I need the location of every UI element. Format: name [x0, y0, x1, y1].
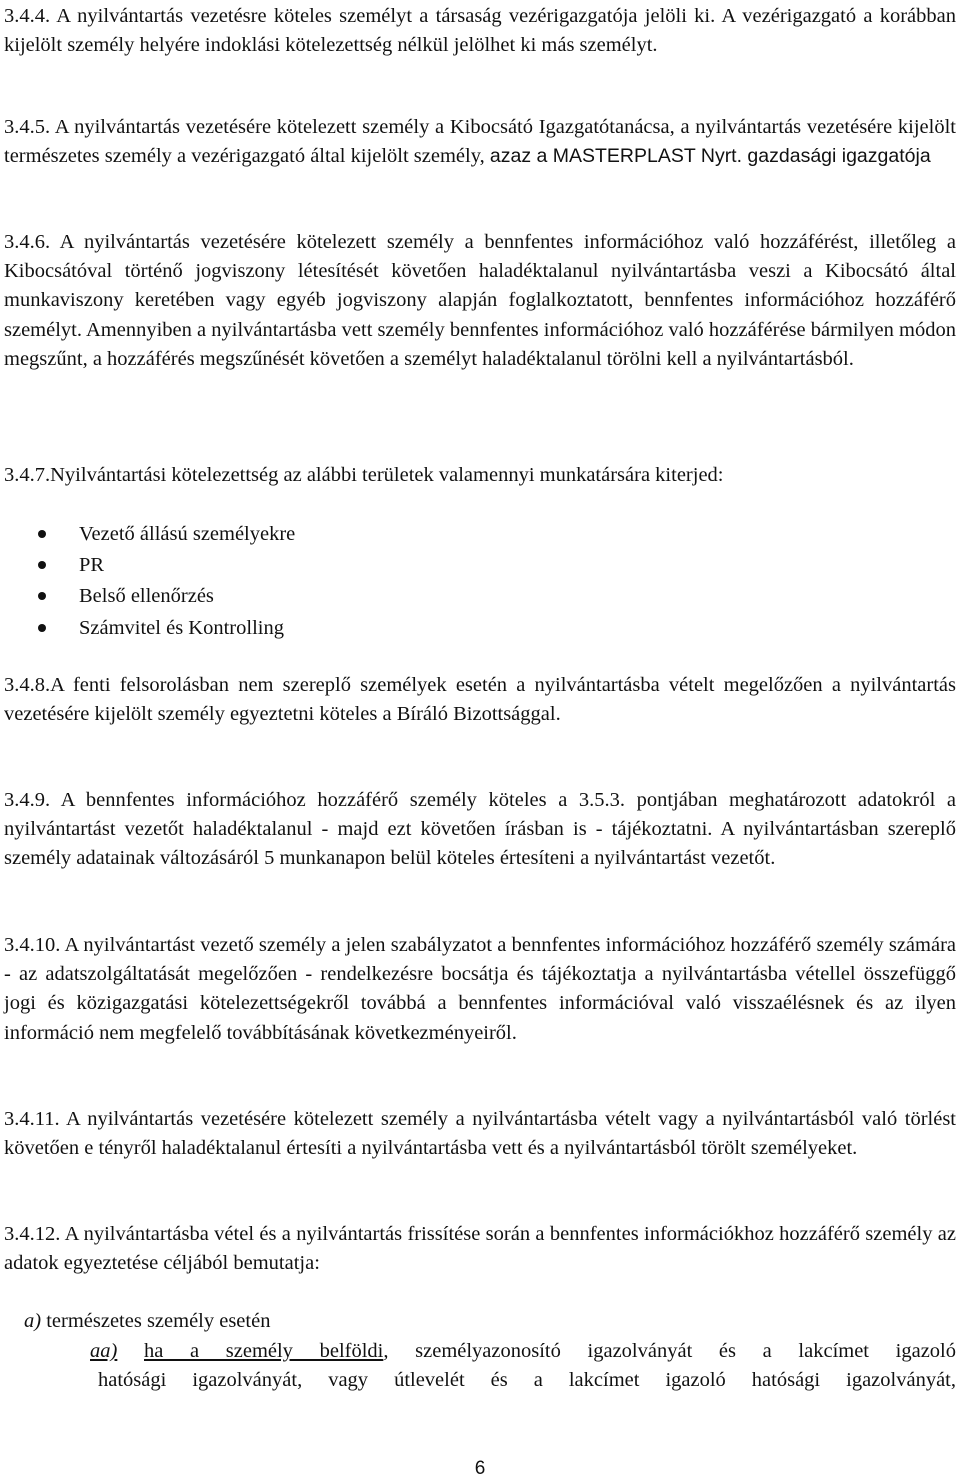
- list-item: [0, 613, 600, 644]
- paragraph-3-4-6: 3.4.6. A nyilvántartás vezetésére kötelezett személy a bennfentes információhoz való hozzáférést, illetőleg a Kibocsátóval történő jogviszony létesítését követően haladéktalanul nyilvántartásba veszi a Kibocsátó által munkaviszony keretében vagy egyéb jogviszony alapján foglalkoztatott, bennfentes információhoz hozzáférő személyt. Amennyiben a nyilvántartásba vett személy bennfentes információhoz való hozzáférése bármilyen módon megszűnt, a hozzáférés megszűnését követően a személyt haladéktalanul törölni kell a nyilvántartásból.: [4, 231, 956, 370]
- sublist-item-aa-label: aa): [90, 1340, 118, 1362]
- paragraph-3-4-9: 3.4.9. A bennfentes információhoz hozzáférő személy köteles a 3.5.3. pontjában meghatározott adatokról a nyilvántartást vezetőt haladéktalanul - majd ezt követően írásban is - tájékoztatni. A nyilvántartásban szereplő személy adatainak változásáról 5 munkanapon belül köteles értesíteni a nyilvántartást vezetőt.: [4, 789, 956, 870]
- area-list: [0, 519, 600, 644]
- list-item: [0, 581, 600, 612]
- paragraph-3-4-10: 3.4.10. A nyilvántartást vezető személy a jelen szabályzatot a bennfentes információhoz hozzáférő személy számára - az adatszolgáltatását megelőzően - rendelkezésre bocsátja és tájékoztatja a nyilvántartásba vétellel összefüggő jogi és közigazgatási kötelezettségekről továbbá a bennfentes információval való visszaélésnek és az ilyen információ nem megfelelő továbbításának következményeiről.: [4, 934, 956, 1044]
- list-item-label: Számvitel és Kontrolling: [79, 616, 284, 639]
- bullet-icon: [38, 592, 46, 600]
- sublist-item-aa-text: , személyazonosító igazolványát és a lakcímet igazoló: [383, 1340, 956, 1362]
- sublist-item-aa: [90, 1337, 956, 1366]
- paragraph-3-4-12: 3.4.12. A nyilvántartásba vétel és a nyilvántartás frissítése során a bennfentes információkhoz hozzáférő személy az adatok egyeztetése céljából bemutatja:: [4, 1223, 956, 1275]
- bullet-icon: [38, 530, 46, 538]
- list-item: [0, 550, 600, 581]
- bullet-icon: [38, 624, 46, 632]
- paragraph-3-4-5: [4, 113, 956, 171]
- sublist-item-aa-continuation: hatósági igazolványát, vagy útlevelét és a lakcímet igazoló hatósági igazolványát,: [98, 1369, 956, 1391]
- paragraph-3-4-5-text: 3.4.5. A nyilvántartás vezetésére kötelezett személy a Kibocsátó Igazgatótanácsa, a nyilvántartás vezetésére kijelölt természetes személy a vezérigazgató által kijelölt személy,: [4, 116, 956, 168]
- page-number: 6: [474, 1458, 486, 1479]
- sublist-item-aa-underlined: ha a személy belföldi: [144, 1340, 384, 1362]
- paragraph-3-4-4: 3.4.4. A nyilvántartás vezetésre köteles személyt a társaság vezérigazgatója jelöli ki. A vezérigazgató a korábban kijelölt személy helyére indoklási kötelezettség nélkül jelölhet ki más személyt.: [4, 5, 956, 57]
- paragraph-3-4-8: 3.4.8.A fenti felsorolásban nem szereplő személyek esetén a nyilvántartásba vételt megelőzően a nyilvántartás vezetésére kijelölt személy egyeztetni köteles a Bíráló Bizottsággal.: [4, 674, 956, 726]
- paragraph-3-4-5-company-line: azaz a MASTERPLAST Nyrt. gazdasági igazgatója: [489, 145, 931, 168]
- sublist-item-a-text: természetes személy esetén: [46, 1310, 271, 1332]
- list-item-label: Belső ellenőrzés: [79, 585, 214, 608]
- list-item: [0, 519, 600, 550]
- sublist-item-a-label: a): [24, 1310, 42, 1332]
- paragraph-3-4-7: 3.4.7.Nyilvántartási kötelezettség az alábbi területek valamennyi munkatársára kiterjed:: [4, 464, 724, 486]
- bullet-icon: [38, 561, 46, 569]
- sublist-item-a: [24, 1307, 270, 1336]
- list-item-label: Vezető állású személyekre: [79, 523, 296, 545]
- list-item-label: PR: [79, 554, 105, 577]
- paragraph-3-4-11: 3.4.11. A nyilvántartás vezetésére kötelezett személy a nyilvántartásba vételt vagy a nyilvántartásból való törlést követően e tényről haladéktalanul értesíti a nyilvántartásba vett és a nyilvántartásból törölt személyeket.: [4, 1108, 956, 1160]
